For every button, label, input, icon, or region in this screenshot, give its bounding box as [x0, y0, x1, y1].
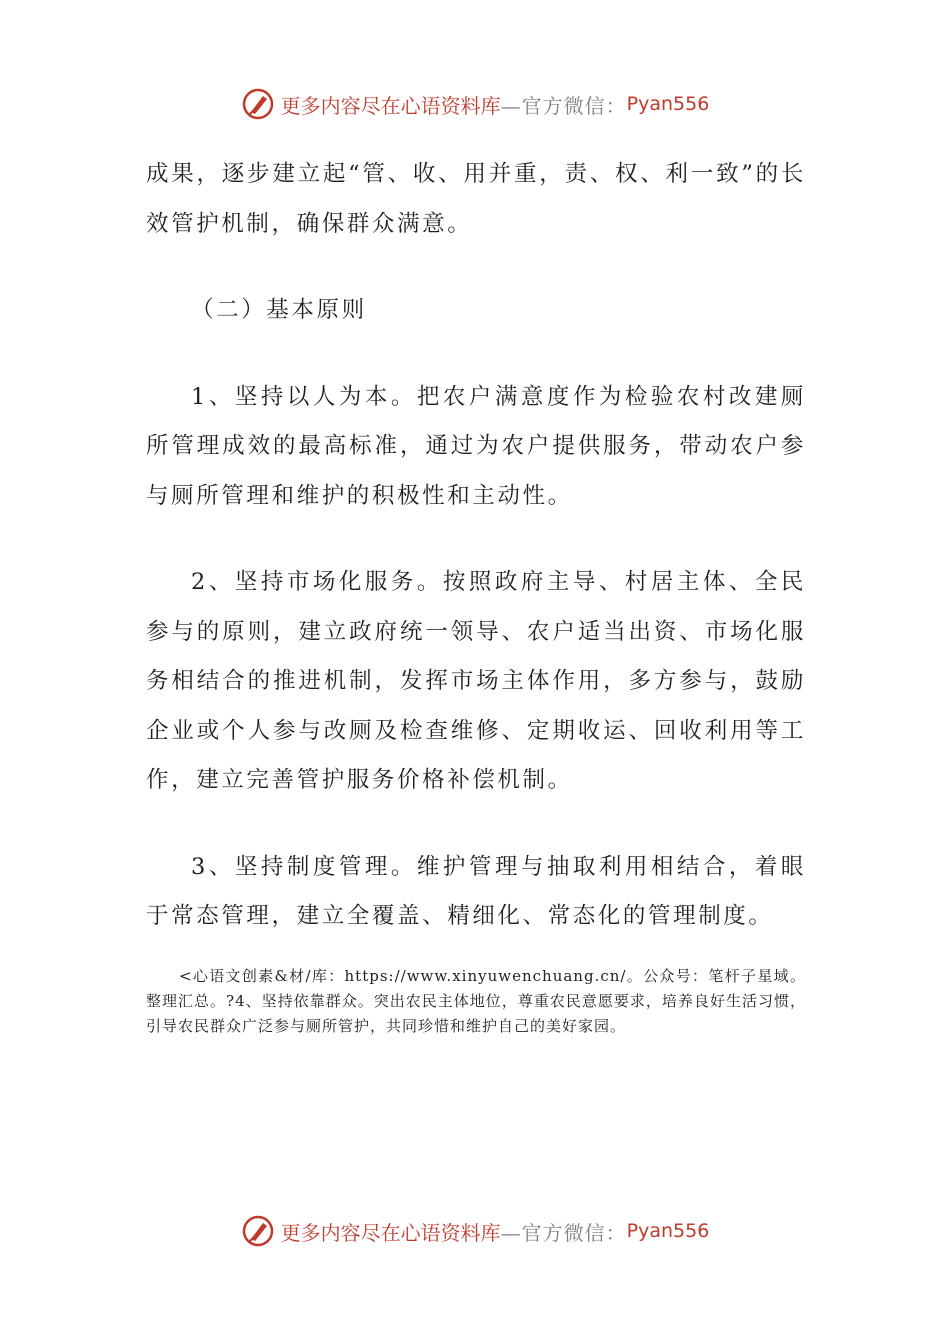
- banner-separator: —官方微信：: [500, 1220, 627, 1245]
- section-heading: （二）基本原则: [191, 297, 367, 323]
- document-body: [146, 150, 806, 1039]
- banner-wechat-id: Pyan556: [626, 93, 710, 115]
- principle-3: 3、坚持制度管理。维护管理与抽取利用相结合，着眼于常态管理，建立全覆盖、精细化、常态化的管理制度。: [146, 853, 806, 929]
- principle-1: 1、坚持以人为本。把农户满意度作为检验农村改建厕所管理成效的最高标准，通过为农户提供服务，带动农户参与厕所管理和维护的积极性和主动性。: [146, 383, 806, 509]
- pen-nib-logo-icon: [241, 1214, 275, 1248]
- pen-nib-logo-icon: [241, 87, 275, 121]
- source-note: <心语文创素&材/库：https://www.xinyuwenchuang.cn/。公众号：笔杆子星域。整理汇总。?4、坚持依靠群众。突出农民主体地位，尊重农民意愿要求，培养良好生活习惯，引导农民群众广泛参与厕所管护，共同珍惜和维护自己的美好家园。: [146, 966, 806, 1035]
- header-banner: [0, 86, 950, 122]
- banner-wechat-id: Pyan556: [626, 1220, 710, 1242]
- paragraph-continuation: 成果，逐步建立起“管、收、用并重，责、权、利一致”的长效管护机制，确保群众满意。: [146, 161, 806, 237]
- banner-separator: —官方微信：: [500, 93, 627, 118]
- banner-title: 更多内容尽在心语资料库: [280, 93, 501, 118]
- footer-banner: [0, 1213, 950, 1249]
- principle-2: 2、坚持市场化服务。按照政府主导、村居主体、全民参与的原则，建立政府统一领导、农户适当出资、市场化服务相结合的推进机制，发挥市场主体作用，多方参与，鼓励企业或个人参与改厕及检查维修、定期收运、回收利用等工作，建立完善管护服务价格补偿机制。: [146, 569, 806, 793]
- banner-title: 更多内容尽在心语资料库: [280, 1220, 501, 1245]
